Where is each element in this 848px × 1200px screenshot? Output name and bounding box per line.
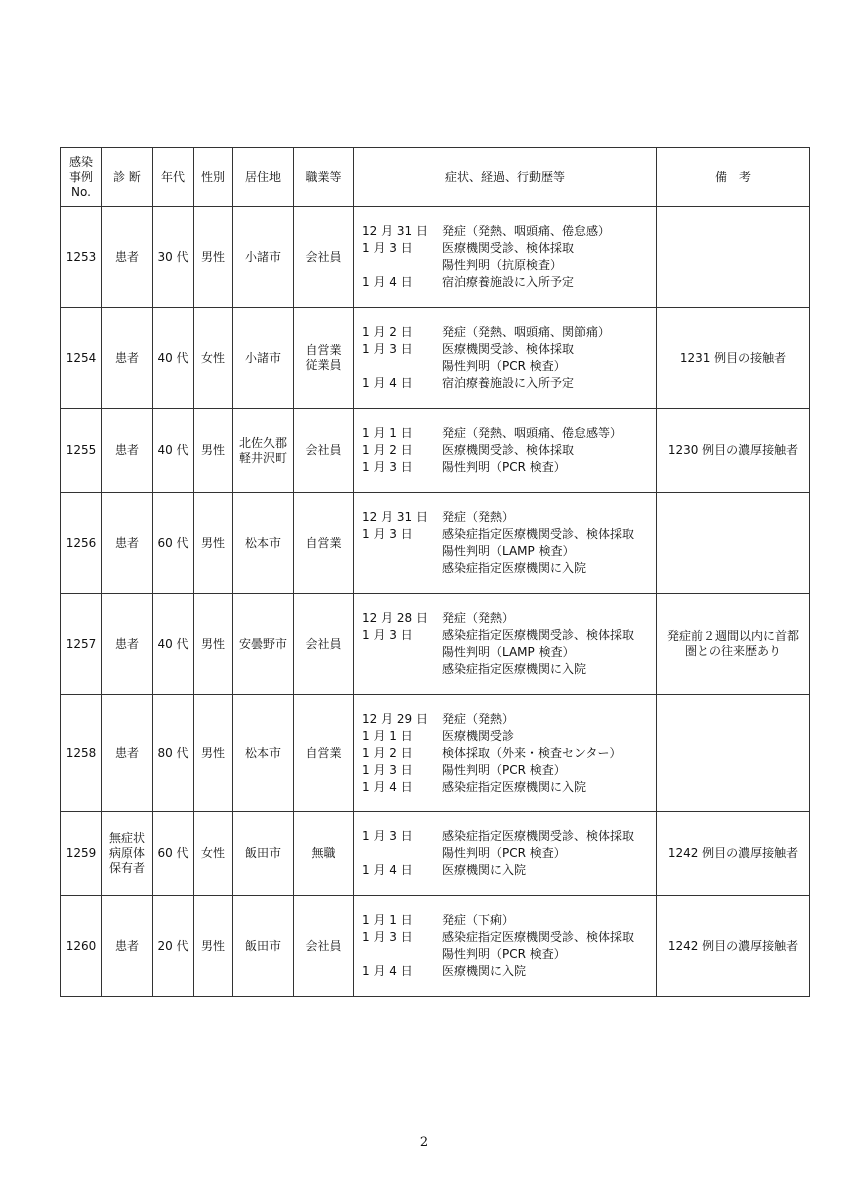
history-text: 陽性判明（LAMP 検査）: [442, 645, 575, 659]
history-date: 12 月 31 日: [362, 224, 428, 238]
history-text: 発症（発熱）: [442, 711, 515, 726]
diagnosis-cell: 患者: [102, 594, 153, 695]
table-row: [61, 896, 810, 997]
history-date: [358, 257, 442, 274]
history-text: 宿泊療養施設に入所予定: [442, 376, 575, 390]
table-row: [61, 207, 810, 308]
history-date: [358, 358, 442, 375]
history-date: 12 月 29 日: [362, 711, 428, 726]
history-entry: [358, 358, 652, 375]
history-text: 発症（発熱、咽頭痛、関節痛）: [442, 325, 611, 339]
history-date: 1 月 2 日: [362, 745, 413, 760]
header-case-no: 感染 事例 No.: [61, 148, 102, 207]
history-text: 医療機関に入院: [442, 964, 527, 978]
history-entry: [358, 324, 652, 341]
header-age: 年代: [153, 148, 194, 207]
residence-cell: 松本市: [233, 493, 294, 594]
residence-cell: 飯田市: [233, 896, 294, 997]
history-text: 感染症指定医療機関に入院: [442, 662, 587, 676]
age-cell: 40 代: [153, 409, 194, 493]
history-text: 感染症指定医療機関に入院: [442, 561, 587, 575]
history-entry: [358, 274, 652, 291]
age-cell: 80 代: [153, 695, 194, 812]
history-cell: [354, 207, 657, 308]
history-entry: [358, 526, 652, 543]
age-cell: 20 代: [153, 896, 194, 997]
notes-cell: [657, 207, 810, 308]
case-no-cell: 1258: [61, 695, 102, 812]
history-date: [358, 946, 442, 963]
history-entry: [358, 963, 652, 980]
table-row: [61, 493, 810, 594]
history-cell: [354, 308, 657, 409]
history-date: 1 月 4 日: [362, 779, 413, 794]
history-entry: [358, 946, 652, 963]
history-entry: [358, 845, 652, 862]
history-entry: [358, 240, 652, 257]
page-number: 2: [419, 1135, 429, 1150]
history-date: [358, 560, 442, 577]
history-text: 陽性判明（抗原検査）: [442, 258, 563, 272]
history-text: 検体採取（外来・検査センター）: [442, 745, 622, 760]
occupation-cell: 会社員: [294, 207, 354, 308]
sex-cell: 男性: [194, 594, 233, 695]
residence-cell: 北佐久郡 軽井沢町: [233, 409, 294, 493]
history-date: 1 月 3 日: [362, 930, 413, 944]
history-entry: [358, 828, 652, 845]
occupation-cell: 自営業: [294, 695, 354, 812]
history-text: 発症（発熱、咽頭痛、倦怠感等）: [442, 426, 623, 440]
sex-cell: 男性: [194, 409, 233, 493]
occupation-cell: 無職: [294, 812, 354, 896]
residence-cell: 飯田市: [233, 812, 294, 896]
residence-cell: 小諸市: [233, 308, 294, 409]
header-history: 症状、経過、行動歴等: [354, 148, 657, 207]
history-date: [358, 845, 442, 862]
history-entry: [358, 257, 652, 274]
occupation-cell: 自営業: [294, 493, 354, 594]
history-entry: [358, 543, 652, 560]
notes-cell: [657, 695, 810, 812]
history-text: 陽性判明（PCR 検査）: [442, 846, 566, 860]
history-text: 陽性判明（PCR 検査）: [442, 460, 566, 474]
history-date: 1 月 2 日: [362, 325, 413, 339]
case-no-cell: 1259: [61, 812, 102, 896]
history-entry: [358, 610, 652, 627]
history-cell: [354, 896, 657, 997]
history-text: 感染症指定医療機関受診、検体採取: [442, 930, 635, 944]
history-date: [358, 661, 442, 678]
history-text: 医療機関受診、検体採取: [442, 342, 575, 356]
history-date: 1 月 4 日: [362, 275, 413, 289]
history-cell: [354, 493, 657, 594]
history-date: 1 月 1 日: [362, 728, 413, 743]
sex-cell: 女性: [194, 812, 233, 896]
history-entry: [358, 509, 652, 526]
occupation-cell: 会社員: [294, 896, 354, 997]
age-cell: 40 代: [153, 594, 194, 695]
diagnosis-cell: 患者: [102, 308, 153, 409]
history-entry: [358, 627, 652, 644]
history-text: 感染症指定医療機関受診、検体採取: [442, 628, 635, 642]
age-cell: 40 代: [153, 308, 194, 409]
age-cell: 30 代: [153, 207, 194, 308]
history-date: 1 月 2 日: [362, 443, 413, 457]
history-date: 1 月 3 日: [362, 342, 413, 356]
history-date: [358, 543, 442, 560]
history-date: 1 月 3 日: [362, 460, 413, 474]
history-cell: [354, 812, 657, 896]
case-no-cell: 1255: [61, 409, 102, 493]
history-entry: [358, 644, 652, 661]
history-entry: [358, 929, 652, 946]
history-text: 発症（下痢）: [442, 913, 515, 927]
history-text: 感染症指定医療機関受診、検体採取: [442, 829, 635, 843]
residence-cell: 小諸市: [233, 207, 294, 308]
table-row: [61, 594, 810, 695]
diagnosis-cell: 患者: [102, 409, 153, 493]
history-date: 1 月 3 日: [362, 628, 413, 642]
header-occupation: 職業等: [294, 148, 354, 207]
table-row: [61, 308, 810, 409]
history-text: 陽性判明（PCR 検査）: [442, 947, 566, 961]
history-entry: [358, 223, 652, 240]
sex-cell: 男性: [194, 695, 233, 812]
diagnosis-cell: 患者: [102, 207, 153, 308]
history-text: 陽性判明（LAMP 検査）: [442, 544, 575, 558]
history-date: 1 月 1 日: [362, 426, 413, 440]
sex-cell: 男性: [194, 493, 233, 594]
occupation-cell: 会社員: [294, 409, 354, 493]
header-sex: 性別: [194, 148, 233, 207]
history-text: 医療機関受診: [442, 728, 515, 743]
history-entry: [358, 762, 652, 779]
header-residence: 居住地: [233, 148, 294, 207]
history-date: 12 月 28 日: [362, 611, 428, 625]
case-no-cell: 1253: [61, 207, 102, 308]
history-text: 陽性判明（PCR 検査）: [442, 359, 566, 373]
history-entry: [358, 728, 652, 745]
history-date: [358, 644, 442, 661]
history-entry: [358, 425, 652, 442]
history-date: 12 月 31 日: [362, 510, 428, 524]
history-cell: [354, 594, 657, 695]
history-text: 感染症指定医療機関受診、検体採取: [442, 527, 635, 541]
age-cell: 60 代: [153, 812, 194, 896]
history-entry: [358, 341, 652, 358]
history-text: 医療機関に入院: [442, 863, 527, 877]
history-date: 1 月 4 日: [362, 964, 413, 978]
history-entry: [358, 779, 652, 796]
sex-cell: 男性: [194, 207, 233, 308]
notes-cell: 1231 例目の接触者: [657, 308, 810, 409]
occupation-cell: 会社員: [294, 594, 354, 695]
history-entry: [358, 745, 652, 762]
diagnosis-cell: 患者: [102, 896, 153, 997]
history-text: 発症（発熱、咽頭痛、倦怠感）: [442, 224, 611, 238]
history-text: 陽性判明（PCR 検査）: [442, 762, 566, 777]
history-entry: [358, 442, 652, 459]
history-date: 1 月 3 日: [362, 829, 413, 843]
occupation-cell: 自営業 従業員: [294, 308, 354, 409]
history-text: 発症（発熱）: [442, 510, 515, 524]
table-row: [61, 695, 810, 812]
notes-cell: [657, 493, 810, 594]
sex-cell: 男性: [194, 896, 233, 997]
history-date: 1 月 3 日: [362, 762, 413, 777]
notes-cell: 1230 例目の濃厚接触者: [657, 409, 810, 493]
table-row: [61, 812, 810, 896]
history-entry: [358, 711, 652, 728]
header-notes: 備 考: [657, 148, 810, 207]
header-diagnosis: 診 断: [102, 148, 153, 207]
sex-cell: 女性: [194, 308, 233, 409]
history-cell: [354, 695, 657, 812]
notes-cell: 1242 例目の濃厚接触者: [657, 812, 810, 896]
residence-cell: 安曇野市: [233, 594, 294, 695]
history-date: 1 月 1 日: [362, 913, 413, 927]
history-date: 1 月 4 日: [362, 863, 413, 877]
history-entry: [358, 912, 652, 929]
history-date: 1 月 4 日: [362, 376, 413, 390]
case-no-cell: 1254: [61, 308, 102, 409]
notes-cell: 発症前２週間以内に首都 圏との往来歴あり: [657, 594, 810, 695]
case-no-cell: 1257: [61, 594, 102, 695]
case-no-cell: 1256: [61, 493, 102, 594]
table-row: [61, 409, 810, 493]
history-entry: [358, 661, 652, 678]
history-date: 1 月 3 日: [362, 527, 413, 541]
history-entry: [358, 459, 652, 476]
history-text: 感染症指定医療機関に入院: [442, 779, 587, 794]
residence-cell: 松本市: [233, 695, 294, 812]
header-row: [61, 148, 810, 207]
notes-cell: 1242 例目の濃厚接触者: [657, 896, 810, 997]
history-text: 医療機関受診、検体採取: [442, 241, 575, 255]
history-text: 宿泊療養施設に入所予定: [442, 275, 575, 289]
history-entry: [358, 560, 652, 577]
history-entry: [358, 375, 652, 392]
case-no-cell: 1260: [61, 896, 102, 997]
cases-table: [60, 147, 810, 997]
age-cell: 60 代: [153, 493, 194, 594]
history-date: 1 月 3 日: [362, 241, 413, 255]
diagnosis-cell: 無症状 病原体 保有者: [102, 812, 153, 896]
diagnosis-cell: 患者: [102, 493, 153, 594]
history-cell: [354, 409, 657, 493]
history-text: 医療機関受診、検体採取: [442, 443, 575, 457]
diagnosis-cell: 患者: [102, 695, 153, 812]
history-entry: [358, 862, 652, 879]
history-text: 発症（発熱）: [442, 611, 515, 625]
